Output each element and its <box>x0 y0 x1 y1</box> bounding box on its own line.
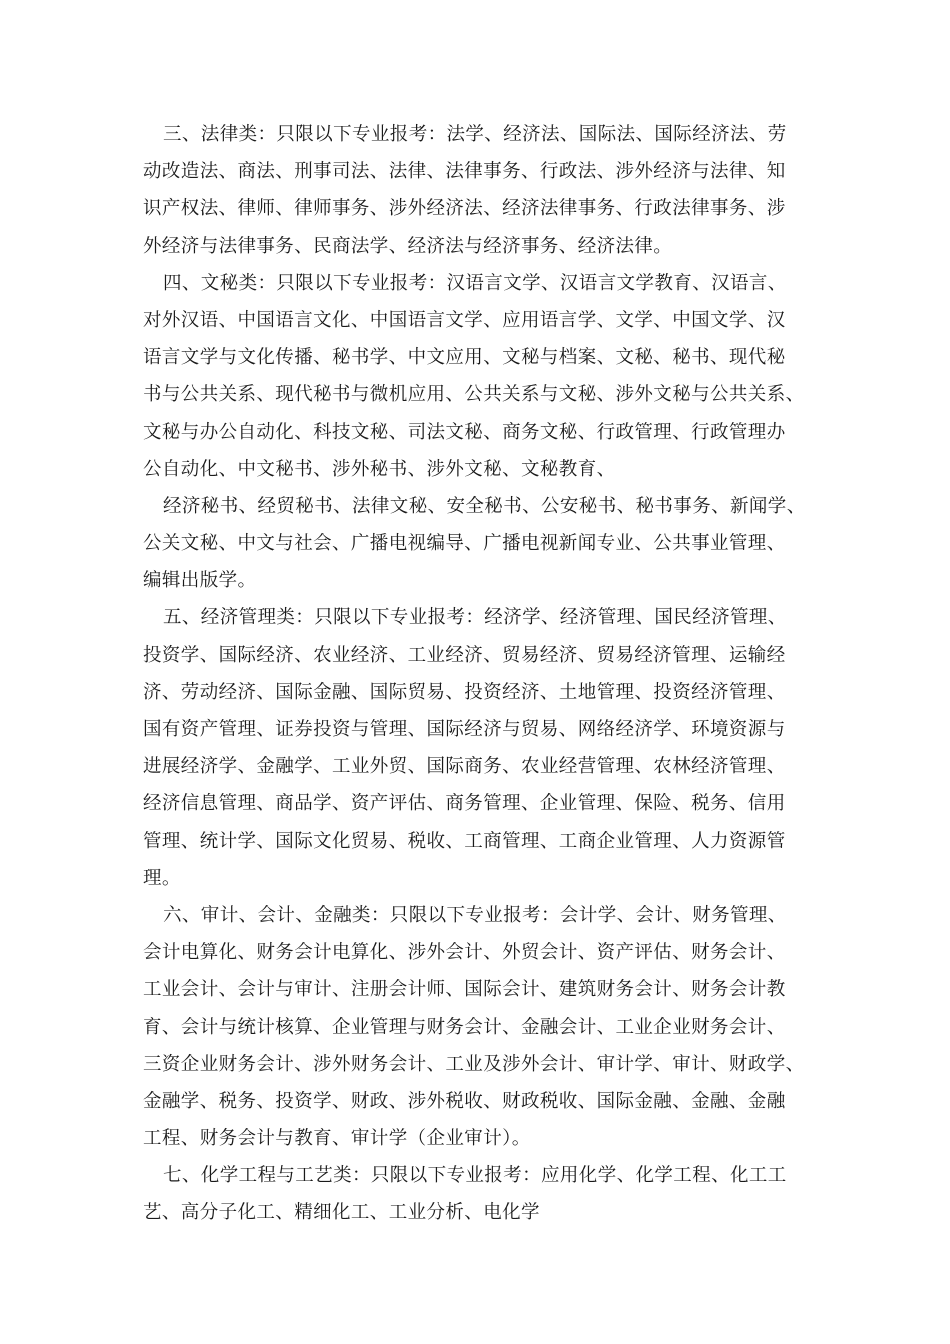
paragraph-line: 进展经济学、金融学、工业外贸、国际商务、农业经营管理、农林经济管理、 <box>143 756 786 778</box>
document-body <box>143 116 808 1232</box>
paragraph-law-heading-line: 三、法律类：只限以下专业报考：法学、经济法、国际法、国际经济法、劳 <box>163 124 787 145</box>
paragraph-line: 公自动化、中文秘书、涉外秘书、涉外文秘、文秘教育、 <box>143 458 616 480</box>
paragraph-line: 理。 <box>143 867 181 889</box>
paragraph-line: 公关文秘、中文与社会、广播电视编导、广播电视新闻专业、公共事业管理、 <box>143 533 786 555</box>
paragraph-chemistry-heading-line: 七、化学工程与工艺类：只限以下专业报考：应用化学、化学工程、化工工 <box>163 1165 787 1187</box>
paragraph-line: 会计电算化、财务会计电算化、涉外会计、外贸会计、资产评估、财务会计、 <box>143 942 786 964</box>
paragraph-accounting-heading-line: 六、审计、会计、金融类：只限以下专业报考：会计学、会计、财务管理、 <box>163 904 787 926</box>
paragraph-line: 经济秘书、经贸秘书、法律文秘、安全秘书、公安秘书、秘书事务、新闻学、 <box>163 495 806 517</box>
paragraph-line: 识产权法、律师、律师事务、涉外经济法、经济法律事务、行政法律事务、涉 <box>143 198 786 220</box>
paragraph-line: 管理、统计学、国际文化贸易、税收、工商管理、工商企业管理、人力资源管 <box>143 830 786 852</box>
paragraph-line: 对外汉语、中国语言文化、中国语言文学、应用语言学、文学、中国文学、汉 <box>143 309 786 331</box>
paragraph-line: 经济信息管理、商品学、资产评估、商务管理、企业管理、保险、税务、信用 <box>143 793 786 815</box>
paragraph-line: 国有资产管理、证券投资与管理、国际经济与贸易、网络经济学、环境资源与 <box>143 719 786 740</box>
paragraph-line: 济、劳动经济、国际金融、国际贸易、投资经济、土地管理、投资经济管理、 <box>143 681 786 703</box>
paragraph-line: 工程、财务会计与教育、审计学（企业审计）。 <box>143 1128 531 1150</box>
paragraph-line: 工业会计、会计与审计、注册会计师、国际会计、建筑财务会计、财务会计教 <box>143 979 786 1001</box>
paragraph-line: 语言文学与文化传播、秘书学、中文应用、文秘与档案、文秘、秘书、现代秘 <box>143 347 786 369</box>
paragraph-line: 文秘与办公自动化、科技文秘、司法文秘、商务文秘、行政管理、行政管理办 <box>143 421 786 443</box>
paragraph-line: 金融学、税务、投资学、财政、涉外税收、财政税收、国际金融、金融、金融 <box>143 1090 786 1112</box>
paragraph-line: 书与公共关系、现代秘书与微机应用、公共关系与文秘、涉外文秘与公共关系、 <box>143 384 805 406</box>
paragraph-line: 育、会计与统计核算、企业管理与财务会计、金融会计、工业企业财务会计、 <box>143 1016 786 1038</box>
paragraph-line: 动改造法、商法、刑事司法、法律、法律事务、行政法、涉外经济与法律、知 <box>143 161 786 183</box>
paragraph-line: 编辑出版学。 <box>143 570 257 592</box>
paragraph-line: 艺、高分子化工、精细化工、工业分析、电化学 <box>143 1202 540 1224</box>
paragraph-line: 投资学、国际经济、农业经济、工业经济、贸易经济、贸易经济管理、运输经 <box>143 644 786 666</box>
paragraph-line: 三资企业财务会计、涉外财务会计、工业及涉外会计、审计学、审计、财政学、 <box>143 1053 805 1075</box>
paragraph-secretarial-heading-line: 四、文秘类：只限以下专业报考：汉语言文学、汉语言文学教育、汉语言、 <box>163 272 787 294</box>
paragraph-line: 外经济与法律事务、民商法学、经济法与经济事务、经济法律。 <box>143 235 673 257</box>
paragraph-economics-heading-line: 五、经济管理类：只限以下专业报考：经济学、经济管理、国民经济管理、 <box>163 607 787 629</box>
